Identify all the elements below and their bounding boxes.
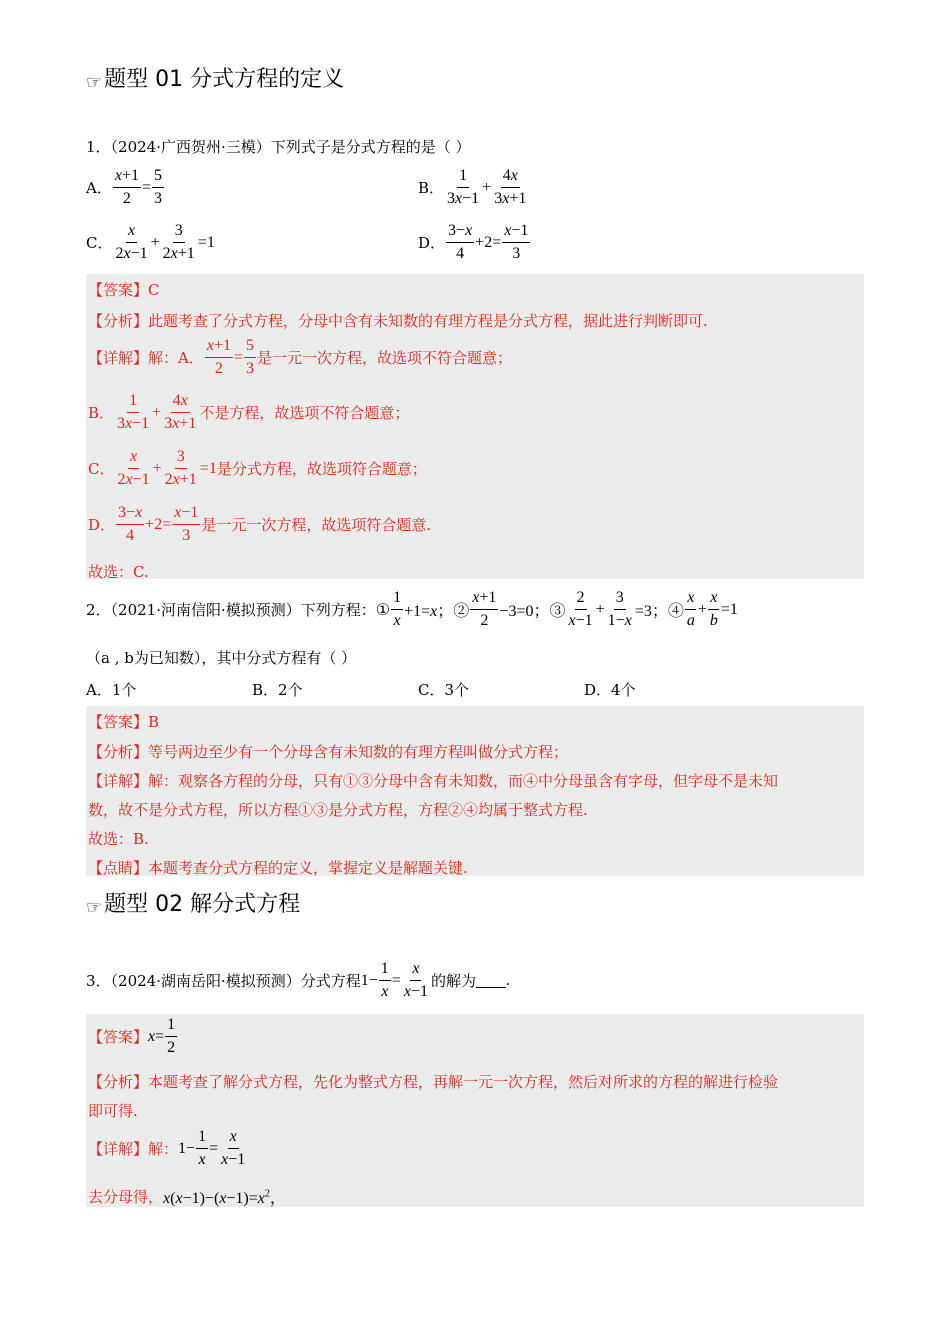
option-label: D．: [418, 234, 446, 252]
q2-comment: 【点睛】本题考查分式方程的定义，掌握定义是解题关键.: [88, 859, 468, 877]
q2-detail-line2: 数，故不是分式方程，所以方程①③是分式方程，方程②④均属于整式方程.: [88, 801, 588, 819]
q1-option-c: C． $\frac{x}{2x-1}$ + $\frac{3}{2x+1}$ =1: [86, 222, 215, 262]
q2-detail-line1: 【详解】解：观察各方程的分母，只有①③分母中含有未知数，而④中分母虽含有字母，但字母不是未知: [88, 772, 779, 790]
q2-stem-continued: （a , b为已知数），其中分式方程有（ ）: [86, 649, 357, 667]
q1-option-a: A． $\frac{x+1}{2}$ = $\frac{5}{3}$: [86, 167, 163, 207]
q3-answer: 【答案】 x= $\frac{1}{2}$: [88, 1016, 176, 1056]
q3-step1: 去分母得， $x(x-1)-(x-1)=x^2$，: [88, 1188, 286, 1207]
q3-solution-box: [86, 1014, 864, 1207]
q2-solution-box: [86, 706, 864, 876]
q3-analysis-line1: 【分析】本题考查了解分式方程，先化为整式方程，再解一元一次方程，然后对所求的方程的解进行检验: [88, 1073, 779, 1091]
q2-stem: 2．（2021·河南信阳·模拟预测）下列方程： ① $\frac{1}{x}$ +1=x；② $\frac{x+1}{2}$ −3=0；③ $\frac{2}{x-1}$ + $\frac{3}{1-x}$ =3；④ $\frac{x}{a}$ + $\frac{x}{b}$ =1: [86, 589, 738, 629]
q1-detail-b: B． $\frac{1}{3x-1}$ + $\frac{4x}{3x+1}$ 不是方程，故选项不符合题意；: [88, 392, 410, 432]
q1-conclusion: 故选：C.: [88, 563, 149, 581]
q2-analysis: 【分析】等号两边至少有一个分母含有未知数的有理方程叫做分式方程；: [88, 743, 569, 761]
q1-option-b: B． $\frac{1}{3x-1}$ + $\frac{4x}{3x+1}$: [418, 167, 527, 207]
heading-2-text: 题型 02 解分式方程: [104, 892, 301, 917]
pointing-hand-icon: ☞: [86, 897, 103, 918]
q1-detail-a: 【详解】 解：A． $\frac{x+1}{2}$ = $\frac{5}{3}$ 是一元一次方程，故选项不符合题意；: [88, 337, 513, 377]
q1-stem: 1．（2024·广西贺州·三模）下列式子是分式方程的是（ ）: [86, 138, 471, 156]
section-heading-2: [86, 887, 300, 918]
pointing-hand-icon: ☞: [86, 72, 103, 93]
q2-option-a: A．1个: [86, 681, 137, 699]
q2-answer: 【答案】B: [88, 713, 160, 731]
q3-detail: 【详解】 解： 1− $\frac{1}{x}$ = $\frac{x}{x-1}$: [88, 1128, 246, 1168]
q1-answer: 【答案】C: [88, 281, 160, 299]
q1-option-d: D． $\frac{3-x}{4}$ +2= $\frac{x-1}{3}$: [418, 222, 529, 262]
option-label: B．: [418, 179, 445, 197]
q2-option-d: D．4个: [584, 681, 636, 699]
q3-stem: 3．（2024·湖南岳阳·模拟预测）分式方程 1− $\frac{1}{x}$ = $\frac{x}{x-1}$ 的解为 .: [86, 960, 510, 1000]
answer-blank: [476, 973, 506, 988]
q1-analysis: 【分析】此题考查了分式方程，分母中含有未知数的有理方程是分式方程，据此进行判断即可.: [88, 312, 708, 330]
q1-detail-d: D． $\frac{3-x}{4}$ +2= $\frac{x-1}{3}$ 是一元一次方程，故选项符合题意.: [88, 504, 432, 544]
section-heading-1: [86, 62, 344, 93]
option-label: A．: [86, 179, 112, 197]
q1-detail-c: C． $\frac{x}{2x-1}$ + $\frac{3}{2x+1}$ =1 是分式方程，故选项符合题意；: [88, 448, 427, 488]
q2-option-b: B．2个: [252, 681, 303, 699]
q2-option-c: C．3个: [418, 681, 470, 699]
q2-conclusion: 故选：B.: [88, 830, 149, 848]
option-label: C．: [86, 234, 113, 252]
q3-analysis-line2: 即可得.: [88, 1102, 138, 1120]
heading-1-text: 题型 01 分式方程的定义: [104, 67, 345, 92]
